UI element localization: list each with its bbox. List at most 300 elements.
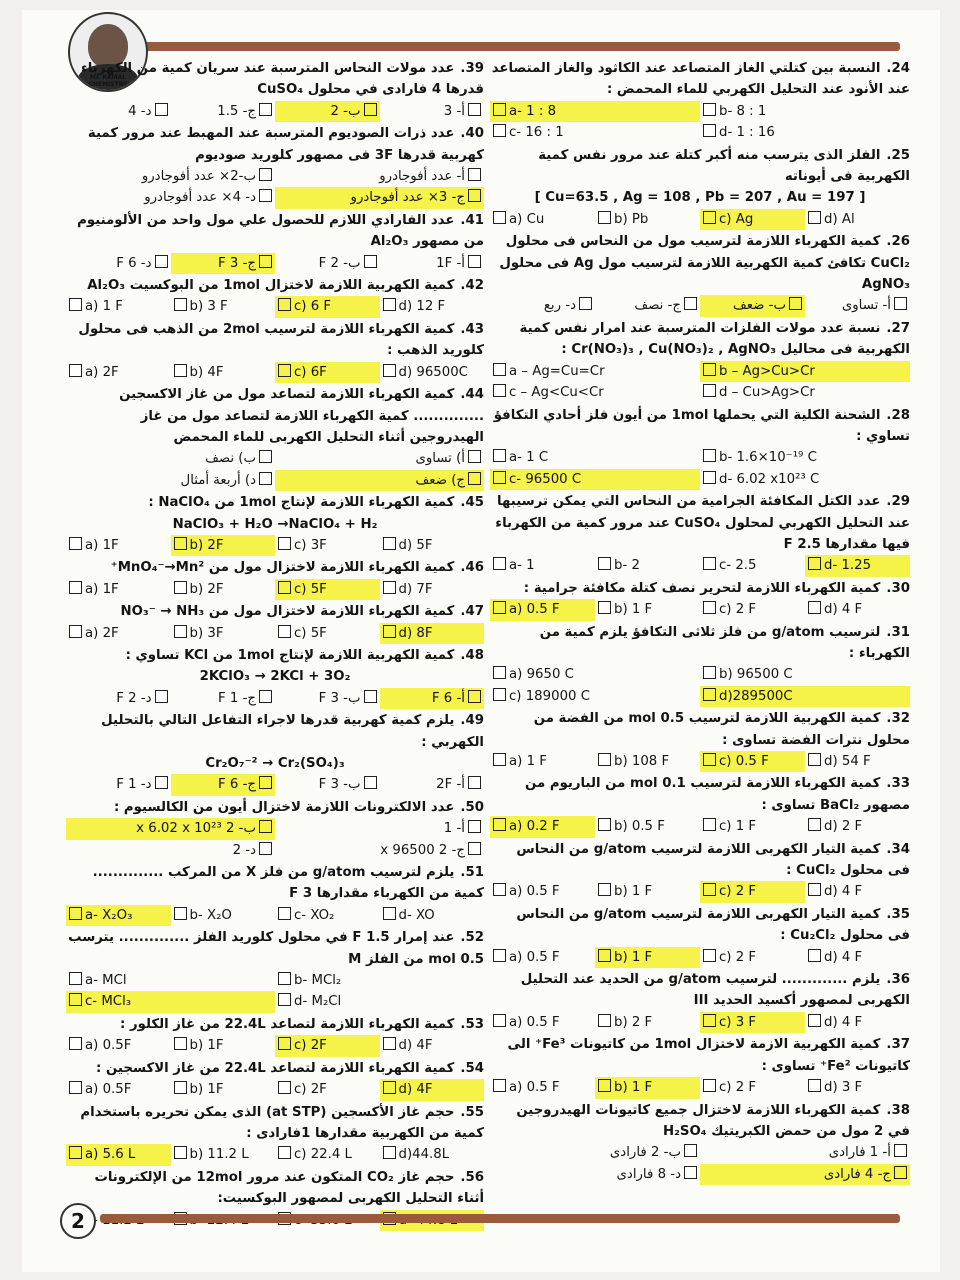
answer-option[interactable] <box>805 1012 910 1033</box>
answer-option[interactable] <box>490 1142 700 1163</box>
answer-option-highlighted[interactable] <box>275 101 380 122</box>
question-number: 43. <box>460 321 484 337</box>
question-item <box>66 927 484 1013</box>
answer-option[interactable] <box>275 991 484 1012</box>
answer-option[interactable] <box>700 816 805 837</box>
checkbox[interactable] <box>468 103 481 116</box>
answer-option[interactable] <box>700 382 910 403</box>
answer-option-highlighted[interactable] <box>700 751 805 772</box>
answer-option[interactable] <box>595 816 700 837</box>
answer-options <box>490 816 910 837</box>
answer-option[interactable] <box>171 1079 276 1100</box>
checkbox[interactable] <box>364 255 377 268</box>
checkbox[interactable] <box>174 625 187 638</box>
checkbox[interactable] <box>174 298 187 311</box>
answer-option[interactable] <box>595 599 700 620</box>
checkbox[interactable] <box>259 189 272 202</box>
checkbox[interactable] <box>174 581 187 594</box>
checkbox[interactable] <box>703 471 716 484</box>
checkbox[interactable] <box>598 211 611 224</box>
checkbox[interactable] <box>493 211 506 224</box>
checkbox[interactable] <box>493 666 506 679</box>
checkbox[interactable] <box>894 297 907 310</box>
answer-option-highlighted[interactable] <box>700 295 805 316</box>
answer-option[interactable] <box>805 209 910 230</box>
answer-option[interactable] <box>380 362 485 383</box>
answer-option[interactable] <box>171 1144 276 1165</box>
answer-option-highlighted[interactable] <box>700 1164 910 1185</box>
answer-option[interactable] <box>66 101 171 122</box>
checkbox[interactable] <box>468 690 481 703</box>
checkbox[interactable] <box>808 601 821 614</box>
checkbox[interactable] <box>703 666 716 679</box>
option-label: b) 96500 C <box>719 667 793 683</box>
checkbox[interactable] <box>703 688 716 701</box>
checkbox[interactable] <box>69 1146 82 1159</box>
checkbox[interactable] <box>808 1014 821 1027</box>
answer-option[interactable] <box>66 296 171 317</box>
answer-option[interactable] <box>275 1079 380 1100</box>
checkbox[interactable] <box>468 820 481 833</box>
answer-option[interactable] <box>275 840 484 861</box>
question-item <box>490 1034 910 1098</box>
checkbox[interactable] <box>493 1079 506 1092</box>
question-item <box>490 904 910 968</box>
answer-option[interactable] <box>275 688 380 709</box>
checkbox[interactable] <box>383 1037 396 1050</box>
question-number: 31. <box>886 624 910 640</box>
answer-option[interactable] <box>490 361 700 382</box>
answer-option[interactable] <box>490 555 595 576</box>
checkbox[interactable] <box>493 688 506 701</box>
checkbox[interactable] <box>703 557 716 570</box>
answer-options <box>66 448 484 491</box>
answer-option[interactable] <box>171 101 276 122</box>
option-label: c- 96500 C <box>509 471 582 487</box>
answer-option[interactable] <box>380 579 485 600</box>
option-label: a) 5.6 L <box>85 1147 136 1163</box>
checkbox[interactable] <box>69 625 82 638</box>
answer-option[interactable] <box>700 1077 805 1098</box>
option-label: c- XO₂ <box>294 907 335 923</box>
checkbox[interactable] <box>808 818 821 831</box>
checkbox[interactable] <box>69 581 82 594</box>
checkbox[interactable] <box>493 124 506 137</box>
checkbox[interactable] <box>259 842 272 855</box>
option-label: د- 1 F <box>116 777 152 793</box>
checkbox[interactable] <box>174 1037 187 1050</box>
checkbox[interactable] <box>155 103 168 116</box>
answer-option[interactable] <box>700 122 910 143</box>
checkbox[interactable] <box>259 103 272 116</box>
question-item <box>66 1102 484 1166</box>
option-label: c – Ag<Cu<Cr <box>509 385 604 401</box>
answer-option[interactable] <box>490 751 595 772</box>
answer-option-highlighted[interactable] <box>490 469 700 490</box>
checkbox[interactable] <box>493 449 506 462</box>
checkbox[interactable] <box>383 364 396 377</box>
answer-option-highlighted[interactable] <box>380 688 485 709</box>
question-text <box>66 862 484 905</box>
answer-option[interactable] <box>805 1077 910 1098</box>
checkbox[interactable] <box>684 1144 697 1157</box>
checkbox[interactable] <box>789 297 802 310</box>
checkbox[interactable] <box>278 625 291 638</box>
checkbox[interactable] <box>808 211 821 224</box>
answer-option[interactable] <box>380 1035 485 1056</box>
checkbox[interactable] <box>703 103 716 116</box>
checkbox[interactable] <box>493 818 506 831</box>
answer-option-highlighted[interactable] <box>595 1077 700 1098</box>
answer-option-highlighted[interactable] <box>700 361 910 382</box>
answer-option[interactable] <box>66 579 171 600</box>
option-label: d) 7F <box>398 581 433 597</box>
answer-option-highlighted[interactable] <box>275 362 380 383</box>
answer-option-highlighted[interactable] <box>66 1144 171 1165</box>
question-stem: حجم غاز الأكسجين (at STP) الذى يمكن تحريره باستخدام كمية من الكهربية مقدارها 1فارادى : <box>80 1104 484 1141</box>
answer-option[interactable] <box>275 253 380 274</box>
checkbox[interactable] <box>278 907 291 920</box>
answer-option[interactable] <box>171 688 276 709</box>
checkbox[interactable] <box>278 1037 291 1050</box>
checkbox[interactable] <box>808 883 821 896</box>
checkbox[interactable] <box>259 776 272 789</box>
checkbox[interactable] <box>703 1014 716 1027</box>
checkbox[interactable] <box>493 601 506 614</box>
answer-option[interactable] <box>700 664 910 685</box>
checkbox[interactable] <box>703 1079 716 1092</box>
checkbox[interactable] <box>468 842 481 855</box>
answer-option[interactable] <box>805 816 910 837</box>
checkbox[interactable] <box>69 1081 82 1094</box>
checkbox[interactable] <box>364 103 377 116</box>
checkbox[interactable] <box>684 297 697 310</box>
checkbox[interactable] <box>493 557 506 570</box>
question-number: 27. <box>886 320 910 336</box>
option-label: a) Cu <box>509 211 545 227</box>
checkbox[interactable] <box>703 601 716 614</box>
checkbox[interactable] <box>278 1146 291 1159</box>
checkbox[interactable] <box>703 883 716 896</box>
answer-option[interactable] <box>700 1142 910 1163</box>
checkbox[interactable] <box>259 472 272 485</box>
checkbox[interactable] <box>383 298 396 311</box>
checkbox[interactable] <box>468 776 481 789</box>
answer-option-highlighted[interactable] <box>700 209 805 230</box>
answer-option[interactable] <box>595 751 700 772</box>
answer-option[interactable] <box>66 774 171 795</box>
answer-options <box>490 101 910 144</box>
answer-option[interactable] <box>700 469 910 490</box>
answer-option[interactable] <box>490 1077 595 1098</box>
checkbox[interactable] <box>69 972 82 985</box>
answer-option-highlighted[interactable] <box>490 816 595 837</box>
answer-option[interactable] <box>700 599 805 620</box>
option-label: c) 6F <box>294 364 327 380</box>
answer-option[interactable] <box>275 166 484 187</box>
answer-option-highlighted[interactable] <box>275 470 484 491</box>
checkbox[interactable] <box>383 1146 396 1159</box>
option-label: ج) ضعف <box>415 472 465 488</box>
checkbox[interactable] <box>155 776 168 789</box>
checkbox[interactable] <box>174 364 187 377</box>
answer-option[interactable] <box>380 253 485 274</box>
checkbox[interactable] <box>468 472 481 485</box>
checkbox[interactable] <box>383 537 396 550</box>
answer-option[interactable] <box>275 818 484 839</box>
checkbox[interactable] <box>703 753 716 766</box>
answer-option[interactable] <box>66 1035 171 1056</box>
answer-option[interactable] <box>490 122 700 143</box>
checkbox[interactable] <box>493 1014 506 1027</box>
answer-option-highlighted[interactable] <box>595 947 700 968</box>
checkbox[interactable] <box>174 907 187 920</box>
answer-option[interactable] <box>380 296 485 317</box>
answer-option[interactable] <box>380 774 485 795</box>
checkbox[interactable] <box>259 168 272 181</box>
option-label: ب- 3 F <box>318 690 361 706</box>
checkbox[interactable] <box>468 450 481 463</box>
answer-option[interactable] <box>66 623 171 644</box>
checkbox[interactable] <box>703 211 716 224</box>
answer-option-highlighted[interactable] <box>66 818 275 839</box>
answer-option-highlighted[interactable] <box>700 686 910 707</box>
option-label: أ- 1F <box>436 255 465 271</box>
checkbox[interactable] <box>383 907 396 920</box>
answer-option[interactable] <box>66 362 171 383</box>
answer-options <box>490 1077 910 1098</box>
checkbox[interactable] <box>493 384 506 397</box>
checkbox[interactable] <box>259 820 272 833</box>
checkbox[interactable] <box>259 255 272 268</box>
checkbox[interactable] <box>598 949 611 962</box>
answer-option-highlighted[interactable] <box>700 881 805 902</box>
question-number: 40. <box>460 126 484 142</box>
checkbox[interactable] <box>278 1081 291 1094</box>
answer-option[interactable] <box>490 295 595 316</box>
checkbox[interactable] <box>383 1081 396 1094</box>
checkbox[interactable] <box>598 601 611 614</box>
answer-option[interactable] <box>490 881 595 902</box>
answer-option-highlighted[interactable] <box>380 1079 485 1100</box>
answer-option[interactable] <box>66 840 275 861</box>
question-stem: يلزم لترسيب g/atom من فلز X من المركب .............. كمية من الكهرباء مقدارها 3 F <box>92 865 484 902</box>
answer-option[interactable] <box>171 623 276 644</box>
answer-option[interactable] <box>490 947 595 968</box>
question-item <box>490 839 910 903</box>
answer-option[interactable] <box>490 447 700 468</box>
answer-option[interactable] <box>171 905 276 926</box>
checkbox[interactable] <box>278 537 291 550</box>
answer-option[interactable] <box>805 295 910 316</box>
answer-option[interactable] <box>805 599 910 620</box>
answer-option[interactable] <box>66 1079 171 1100</box>
checkbox[interactable] <box>69 993 82 1006</box>
checkbox[interactable] <box>598 818 611 831</box>
checkbox[interactable] <box>894 1144 907 1157</box>
answer-option[interactable] <box>490 209 595 230</box>
checkbox[interactable] <box>703 949 716 962</box>
option-label: b) 2 F <box>614 1014 653 1030</box>
answer-option[interactable] <box>275 535 380 556</box>
answer-option[interactable] <box>66 688 171 709</box>
checkbox[interactable] <box>493 883 506 896</box>
answer-option[interactable] <box>275 1144 380 1165</box>
option-label: ب- 2 <box>330 103 361 119</box>
checkbox[interactable] <box>579 297 592 310</box>
answer-option[interactable] <box>595 555 700 576</box>
checkbox[interactable] <box>278 993 291 1006</box>
answer-option[interactable] <box>275 905 380 926</box>
answer-option[interactable] <box>490 1164 700 1185</box>
answer-option[interactable] <box>275 448 484 469</box>
answer-option[interactable] <box>490 1012 595 1033</box>
checkbox[interactable] <box>493 471 506 484</box>
option-label: d – Cu>Ag>Cr <box>719 385 815 401</box>
answer-option-highlighted[interactable] <box>275 579 380 600</box>
answer-option[interactable] <box>805 751 910 772</box>
checkbox[interactable] <box>703 124 716 137</box>
answer-option[interactable] <box>380 1144 485 1165</box>
checkbox[interactable] <box>808 557 821 570</box>
checkbox[interactable] <box>278 972 291 985</box>
answer-option[interactable] <box>66 970 275 991</box>
question-text <box>490 708 910 751</box>
answer-option[interactable] <box>700 555 805 576</box>
checkbox[interactable] <box>598 883 611 896</box>
question-text <box>490 318 910 361</box>
answer-option[interactable] <box>490 686 700 707</box>
answer-option[interactable] <box>66 448 275 469</box>
checkbox[interactable] <box>69 364 82 377</box>
checkbox[interactable] <box>598 1014 611 1027</box>
answer-option[interactable] <box>805 947 910 968</box>
checkbox[interactable] <box>684 1166 697 1179</box>
answer-option-highlighted[interactable] <box>805 555 910 576</box>
checkbox[interactable] <box>383 581 396 594</box>
answer-option[interactable] <box>595 209 700 230</box>
answer-option[interactable] <box>275 623 380 644</box>
checkbox[interactable] <box>278 298 291 311</box>
checkbox[interactable] <box>493 363 506 376</box>
checkbox[interactable] <box>155 690 168 703</box>
checkbox[interactable] <box>703 818 716 831</box>
question-stem: يلزم كمية كهربية قدرها لاجراء التفاعل التالي بالتحليل الكهربي : <box>101 713 484 750</box>
answer-option-highlighted[interactable] <box>275 296 380 317</box>
answer-option[interactable] <box>380 905 485 926</box>
checkbox[interactable] <box>493 103 506 116</box>
checkbox[interactable] <box>808 949 821 962</box>
checkbox[interactable] <box>69 1037 82 1050</box>
checkbox[interactable] <box>174 537 187 550</box>
checkbox[interactable] <box>808 753 821 766</box>
option-label: d) 4F <box>398 1038 433 1054</box>
answer-option[interactable] <box>595 881 700 902</box>
option-label: ج- 3× عدد أفوجادرو <box>350 190 465 206</box>
checkbox[interactable] <box>808 1079 821 1092</box>
option-label: b) 1 F <box>614 884 653 900</box>
answer-option-highlighted[interactable] <box>66 991 275 1012</box>
answer-option[interactable] <box>66 187 275 208</box>
checkbox[interactable] <box>598 753 611 766</box>
checkbox[interactable] <box>69 298 82 311</box>
question-stem: كمية الكهرباء اللازمة لتصاعد 22.4L من غاز الكلور : <box>120 1016 455 1032</box>
answer-option[interactable] <box>380 101 485 122</box>
answer-option[interactable] <box>595 1012 700 1033</box>
checkbox[interactable] <box>703 384 716 397</box>
checkbox[interactable] <box>364 776 377 789</box>
checkbox[interactable] <box>493 949 506 962</box>
question-equation: 2KClO₃ → 2KCl + 3O₂ <box>199 669 351 685</box>
answer-option[interactable] <box>700 101 910 122</box>
answer-option[interactable] <box>66 253 171 274</box>
answer-option[interactable] <box>700 947 805 968</box>
answer-option[interactable] <box>66 166 275 187</box>
checkbox[interactable] <box>468 189 481 202</box>
checkbox[interactable] <box>383 625 396 638</box>
checkbox[interactable] <box>69 907 82 920</box>
answer-option[interactable] <box>171 579 276 600</box>
checkbox[interactable] <box>259 450 272 463</box>
answer-option-highlighted[interactable] <box>171 535 276 556</box>
checkbox[interactable] <box>468 255 481 268</box>
answer-option-highlighted[interactable] <box>380 623 485 644</box>
checkbox[interactable] <box>174 1081 187 1094</box>
answer-option[interactable] <box>490 664 700 685</box>
answer-option[interactable] <box>171 362 276 383</box>
question-stem: عدد ذرات الصوديوم المترسبة عند المهبط عند مرور كمية كهربية قدرها 3F فى مصهور كلوريد صوديوم <box>87 126 484 163</box>
answer-option-highlighted[interactable] <box>171 774 276 795</box>
checkbox[interactable] <box>69 537 82 550</box>
question-stem: يلزم ............. لترسيب g/atom من الحديد عند التحليل الكهربى لمصهور أكسيد الحديد III <box>520 972 910 1009</box>
question-item <box>490 231 910 317</box>
answer-option[interactable] <box>805 881 910 902</box>
answer-option-highlighted[interactable] <box>171 253 276 274</box>
answer-option[interactable] <box>490 382 700 403</box>
answer-option-highlighted[interactable] <box>490 599 595 620</box>
checkbox[interactable] <box>598 557 611 570</box>
answer-option[interactable] <box>275 774 380 795</box>
checkbox[interactable] <box>703 363 716 376</box>
answer-option[interactable] <box>275 970 484 991</box>
checkbox[interactable] <box>894 1166 907 1179</box>
question-item <box>490 578 910 621</box>
answer-option[interactable] <box>171 296 276 317</box>
answer-option[interactable] <box>595 295 700 316</box>
answer-option[interactable] <box>171 1035 276 1056</box>
checkbox[interactable] <box>468 168 481 181</box>
answer-option-highlighted[interactable] <box>66 905 171 926</box>
answer-option[interactable] <box>66 535 171 556</box>
question-item <box>490 58 910 144</box>
checkbox[interactable] <box>598 1079 611 1092</box>
answer-option-highlighted[interactable] <box>700 1012 805 1033</box>
checkbox[interactable] <box>155 255 168 268</box>
checkbox[interactable] <box>174 1146 187 1159</box>
answer-option[interactable] <box>380 535 485 556</box>
answer-option-highlighted[interactable] <box>275 187 484 208</box>
answer-option-highlighted[interactable] <box>490 101 700 122</box>
checkbox[interactable] <box>493 753 506 766</box>
answer-option[interactable] <box>700 447 910 468</box>
answer-option[interactable] <box>66 470 275 491</box>
answer-option-highlighted[interactable] <box>275 1035 380 1056</box>
checkbox[interactable] <box>259 690 272 703</box>
checkbox[interactable] <box>703 449 716 462</box>
checkbox[interactable] <box>278 364 291 377</box>
checkbox[interactable] <box>364 690 377 703</box>
checkbox[interactable] <box>278 581 291 594</box>
